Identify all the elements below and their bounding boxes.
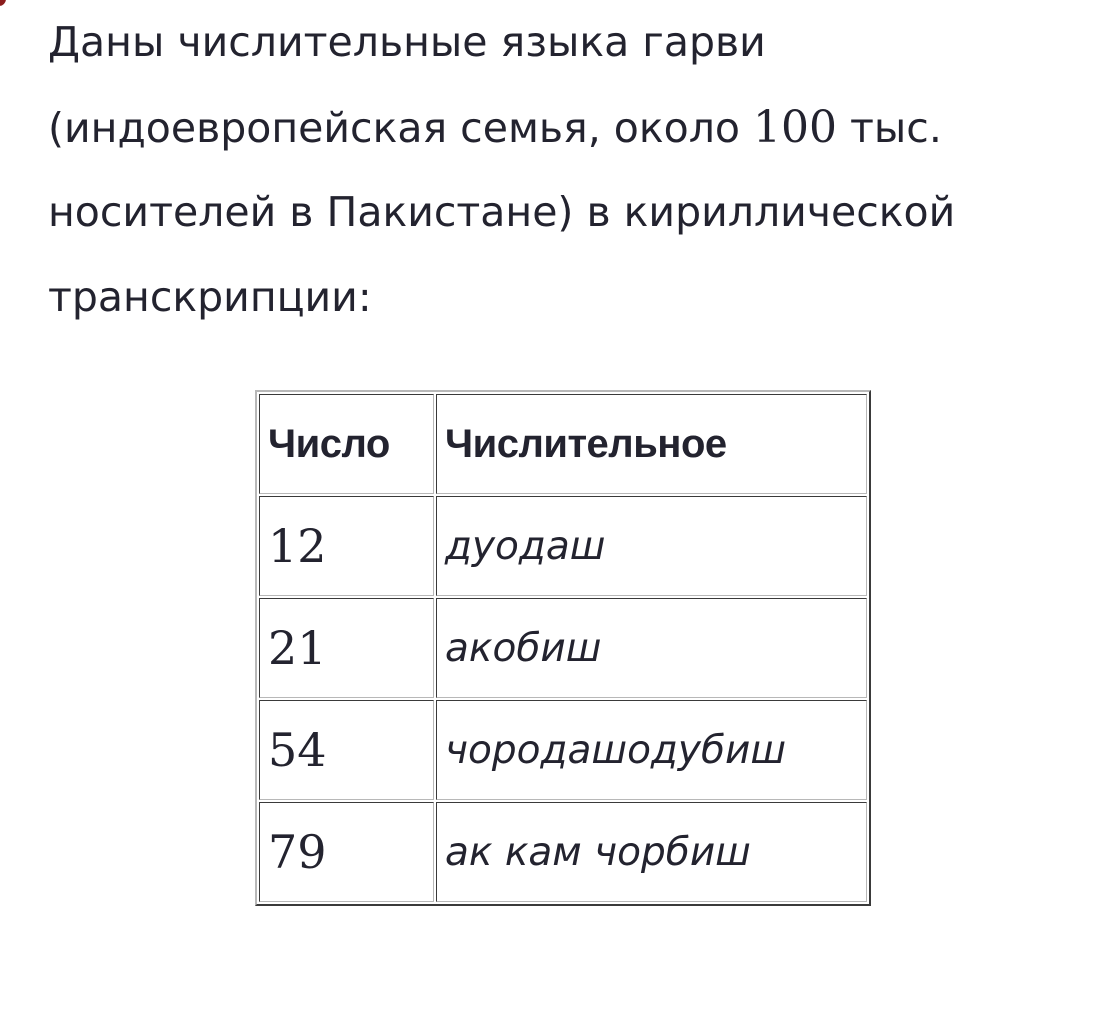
- intro-line-2-end: тыс.: [837, 104, 942, 152]
- speaker-count: 100: [753, 102, 838, 153]
- table-row: [259, 700, 867, 800]
- numerals-table: [255, 390, 871, 906]
- numeral-cell: акобиш: [436, 598, 867, 698]
- number-cell: 12: [259, 496, 434, 596]
- corner-mark: [0, 0, 6, 6]
- header-number: Число: [259, 394, 434, 494]
- table-header-row: [259, 394, 867, 494]
- intro-line-2-start: (индоевропейская семья, около: [48, 104, 754, 152]
- table-row: [259, 802, 867, 902]
- intro-line-2: [48, 85, 1068, 170]
- numeral-cell: чородашодубиш: [436, 700, 867, 800]
- table-row: [259, 598, 867, 698]
- numeral-cell: ак кам чорбиш: [436, 802, 867, 902]
- problem-statement: [48, 0, 1068, 340]
- numeral-cell: дуодаш: [436, 496, 867, 596]
- number-cell: 21: [259, 598, 434, 698]
- intro-line-1: Даны числительные языка гарви: [48, 18, 766, 66]
- number-cell: 79: [259, 802, 434, 902]
- intro-line-3: носителей в Пакистане) в кириллической: [48, 188, 956, 236]
- header-numeral: Числительное: [436, 394, 867, 494]
- number-cell: 54: [259, 700, 434, 800]
- table-row: [259, 496, 867, 596]
- intro-line-4: транскрипции:: [48, 273, 372, 321]
